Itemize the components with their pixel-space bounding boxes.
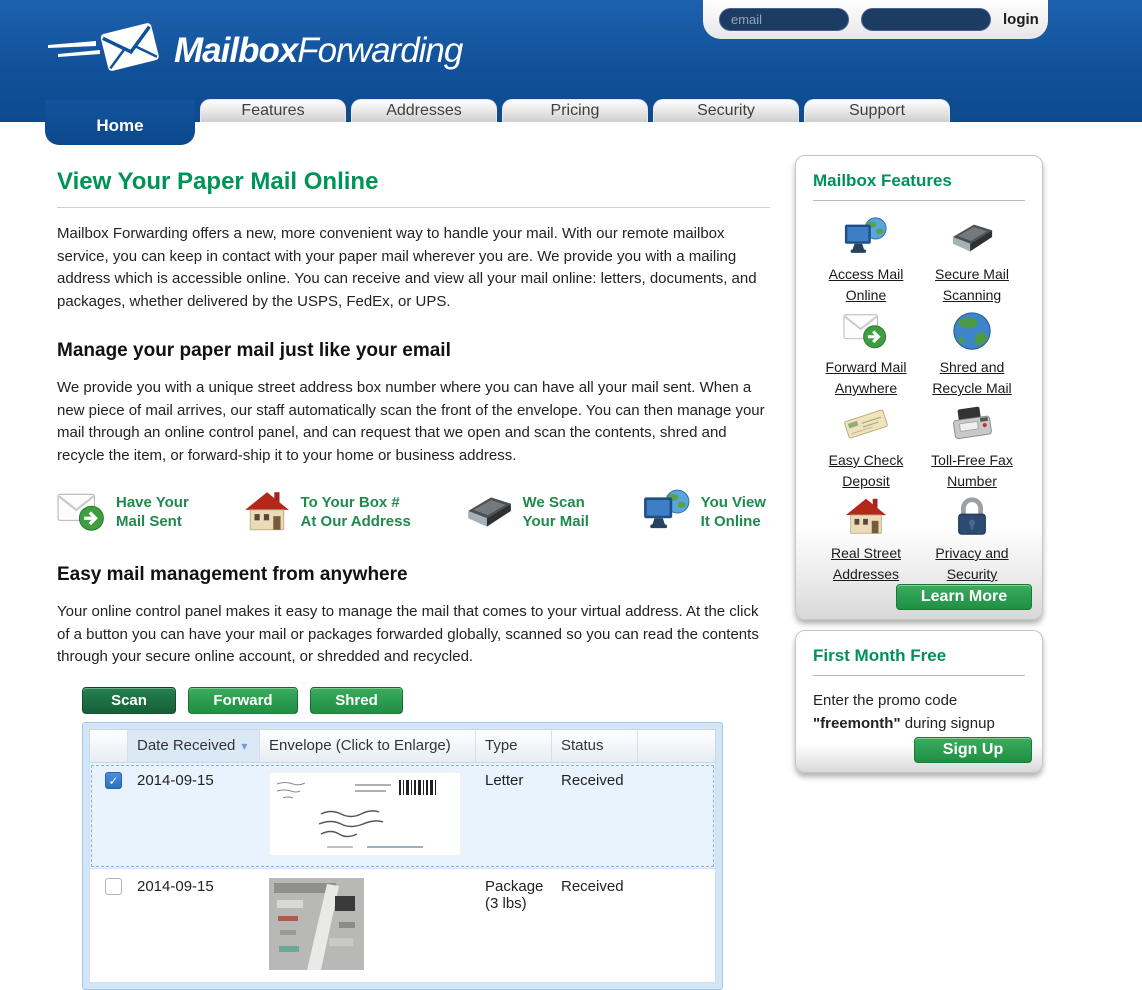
feature-link: Shred and Recycle Mail (932, 359, 1012, 396)
tab-support[interactable]: Support (804, 99, 950, 122)
feature-secure-mail-scanning[interactable] (919, 209, 1025, 302)
feature-link: Toll-Free Fax Number (931, 452, 1013, 489)
select-all-header (90, 730, 128, 762)
feature-link: Secure Mail Scanning (935, 266, 1009, 303)
tab-home[interactable]: Home (45, 100, 195, 145)
table-row (89, 869, 716, 983)
step-label: We Scan Your Mail (522, 494, 589, 530)
email-field[interactable] (719, 8, 849, 31)
page-title: View Your Paper Mail Online (57, 168, 379, 195)
cell-date: 2014-09-15 (137, 877, 214, 895)
feature-link: Forward Mail Anywhere (825, 359, 907, 396)
mailbox-features-box (795, 155, 1043, 620)
cell-status: Received (561, 877, 624, 895)
tab-pricing[interactable]: Pricing (502, 99, 648, 122)
feature-privacy-security[interactable] (919, 488, 1025, 581)
logo-text: MailboxForwarding (174, 30, 463, 70)
tab-security[interactable]: Security (653, 99, 799, 122)
how-it-works-steps (57, 487, 770, 537)
manage-paragraph: We provide you with a unique street address box number where you can have all your mail sent. When a new piece of mail arrives, our staff automatically scan the front of the envelope. You can then manage your mail through an online control panel, and can request that we open and scan the contents, shred and recycle the item, or forward-ship it to your home or business address. (57, 379, 765, 464)
column-header-envelope: Envelope (Click to Enlarge) (260, 730, 476, 762)
tab-addresses[interactable]: Addresses (351, 99, 497, 122)
feature-easy-check-deposit[interactable] (813, 395, 919, 488)
feature-link: Privacy and Security (935, 545, 1009, 582)
package-scan-image[interactable] (269, 878, 476, 974)
promo-text: Enter the promo code "freemonth" during signup (813, 692, 995, 732)
scan-button[interactable]: Scan (82, 687, 176, 714)
login-box (703, 0, 1048, 39)
padlock-icon (949, 494, 995, 540)
forward-button[interactable]: Forward (188, 687, 298, 714)
scanner-icon (949, 215, 995, 261)
promo-code: "freemonth" (813, 715, 901, 732)
password-field[interactable] (861, 8, 991, 31)
step-your-box (242, 487, 411, 537)
features-box-title: Mailbox Features (813, 171, 952, 190)
easy-paragraph: Your online control panel makes it easy to manage the mail that comes to your virtual address. At the click of a button you can have your mail or packages forwarded globally, scanned so you can read the contents through your secure online account, or shredded and recycled. (57, 603, 759, 665)
shred-button[interactable]: Shred (310, 687, 403, 714)
mail-table (82, 722, 723, 990)
house-icon (242, 487, 292, 537)
feature-link: Access Mail Online (828, 266, 904, 303)
feature-link: Real Street Addresses (830, 545, 902, 582)
logo[interactable] (48, 16, 462, 85)
feature-link: Easy Check Deposit (828, 452, 904, 489)
sign-up-button[interactable]: Sign Up (914, 737, 1032, 763)
scanner-icon (464, 487, 514, 537)
step-label: Have Your Mail Sent (116, 494, 189, 530)
step-mail-sent (57, 487, 189, 537)
globe-icon (949, 308, 995, 354)
column-header-status: Status (552, 730, 638, 762)
column-header-date[interactable]: Date Received ▾ (128, 730, 260, 762)
row-checkbox[interactable] (105, 878, 122, 895)
cell-status: Received (561, 771, 624, 789)
intro-paragraph: Mailbox Forwarding offers a new, more convenient way to handle your mail. With our remote mailbox service, you can keep in contact with your paper mail wherever you are. We provide you with a mailing address which is accessible online. You can receive and view all your mail online: letters, documents, and packages, whether delivered by the USPS, FedEx, or UPS. (57, 225, 757, 310)
monitor-globe-icon (642, 487, 692, 537)
step-label: You View It Online (700, 494, 766, 530)
column-header-actions (638, 730, 715, 762)
divider (813, 675, 1025, 676)
login-button[interactable]: login (1003, 11, 1039, 28)
cell-type: Package (3 lbs) (485, 877, 544, 912)
column-header-type: Type (476, 730, 552, 762)
step-label: To Your Box # At Our Address (300, 494, 411, 530)
envelope-speed-icon (48, 16, 168, 85)
table-row (89, 763, 716, 869)
feature-real-street-addresses[interactable] (813, 488, 919, 581)
first-month-free-box (795, 630, 1043, 773)
cell-date: 2014-09-15 (137, 771, 214, 789)
main-content (57, 140, 770, 990)
sort-arrow-icon: ▾ (241, 738, 248, 753)
envelope-arrow-icon (843, 308, 889, 354)
envelope-scan-image[interactable] (269, 772, 476, 860)
section-heading-easy: Easy mail management from anywhere (57, 564, 408, 585)
row-checkbox[interactable]: ✓ (105, 772, 122, 789)
check-icon (843, 401, 889, 447)
feature-shred-recycle-mail[interactable] (919, 302, 1025, 395)
divider (57, 207, 770, 208)
section-heading-manage: Manage your paper mail just like your email (57, 340, 451, 361)
fax-icon (949, 401, 995, 447)
cell-type: Letter (485, 771, 524, 789)
step-we-scan (464, 487, 589, 537)
divider (813, 200, 1025, 201)
tab-features[interactable]: Features (200, 99, 346, 122)
step-view-online (642, 487, 766, 537)
feature-access-mail-online[interactable] (813, 209, 919, 302)
learn-more-button[interactable]: Learn More (896, 584, 1032, 610)
table-header-row (89, 729, 716, 763)
feature-forward-mail-anywhere[interactable] (813, 302, 919, 395)
features-grid (813, 209, 1025, 581)
mail-action-buttons (82, 687, 770, 714)
promo-box-title: First Month Free (813, 646, 947, 665)
monitor-globe-icon (843, 215, 889, 261)
envelope-arrow-icon (57, 487, 107, 537)
feature-toll-free-fax[interactable] (919, 395, 1025, 488)
house-icon (843, 494, 889, 540)
